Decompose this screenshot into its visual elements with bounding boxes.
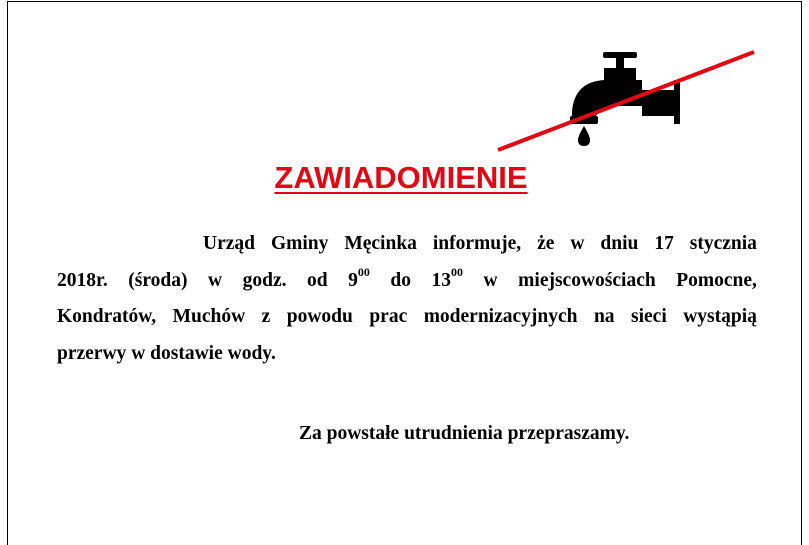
- word: (środa): [128, 269, 188, 291]
- word: powodu: [286, 306, 353, 327]
- time-from: [348, 263, 370, 300]
- word: Urząd: [203, 233, 255, 254]
- word: sieci: [631, 306, 667, 327]
- body-line-1: [57, 226, 757, 263]
- time-from-minutes: 00: [357, 265, 370, 279]
- word: wody.: [227, 342, 276, 364]
- word: 13: [431, 269, 452, 291]
- body-line-4: [57, 336, 757, 373]
- word: godz.: [242, 269, 287, 291]
- closing-apology: Za powstałe utrudnienia przepraszamy.: [299, 423, 630, 444]
- word: Kondratów,: [57, 306, 157, 327]
- word: 17: [654, 233, 674, 254]
- word: informuje,: [432, 233, 522, 254]
- word: od: [307, 269, 328, 291]
- notice-body: [57, 226, 757, 372]
- word: Pomocne,: [676, 269, 757, 291]
- word: w: [483, 269, 498, 291]
- word: w: [208, 269, 223, 291]
- word: z: [261, 306, 271, 327]
- notice-title: ZAWIADOMIENIE: [274, 160, 528, 195]
- word: 9: [348, 269, 358, 291]
- word: miejscowościach: [518, 269, 656, 291]
- word: prac: [369, 306, 408, 327]
- word: dniu: [600, 233, 639, 254]
- body-line-3: [57, 299, 757, 336]
- word: na: [593, 306, 615, 327]
- body-line-2: [57, 263, 757, 300]
- word: że: [537, 233, 555, 254]
- word: Męcinka: [344, 233, 417, 254]
- word: Muchów: [172, 306, 246, 327]
- word: przerwy: [57, 342, 127, 364]
- word: w: [131, 342, 146, 364]
- time-to: [432, 263, 464, 300]
- word: 2018r.: [57, 269, 108, 291]
- word: stycznia: [689, 233, 757, 254]
- word: modernizacyjnych: [423, 306, 578, 327]
- word: do: [390, 269, 412, 291]
- time-to-minutes: 00: [451, 265, 464, 279]
- word: Gminy: [270, 233, 329, 254]
- word: w: [570, 233, 585, 254]
- no-water-faucet-icon: [492, 46, 758, 156]
- word: dostawie: [150, 342, 223, 364]
- word: wystąpią: [683, 306, 757, 327]
